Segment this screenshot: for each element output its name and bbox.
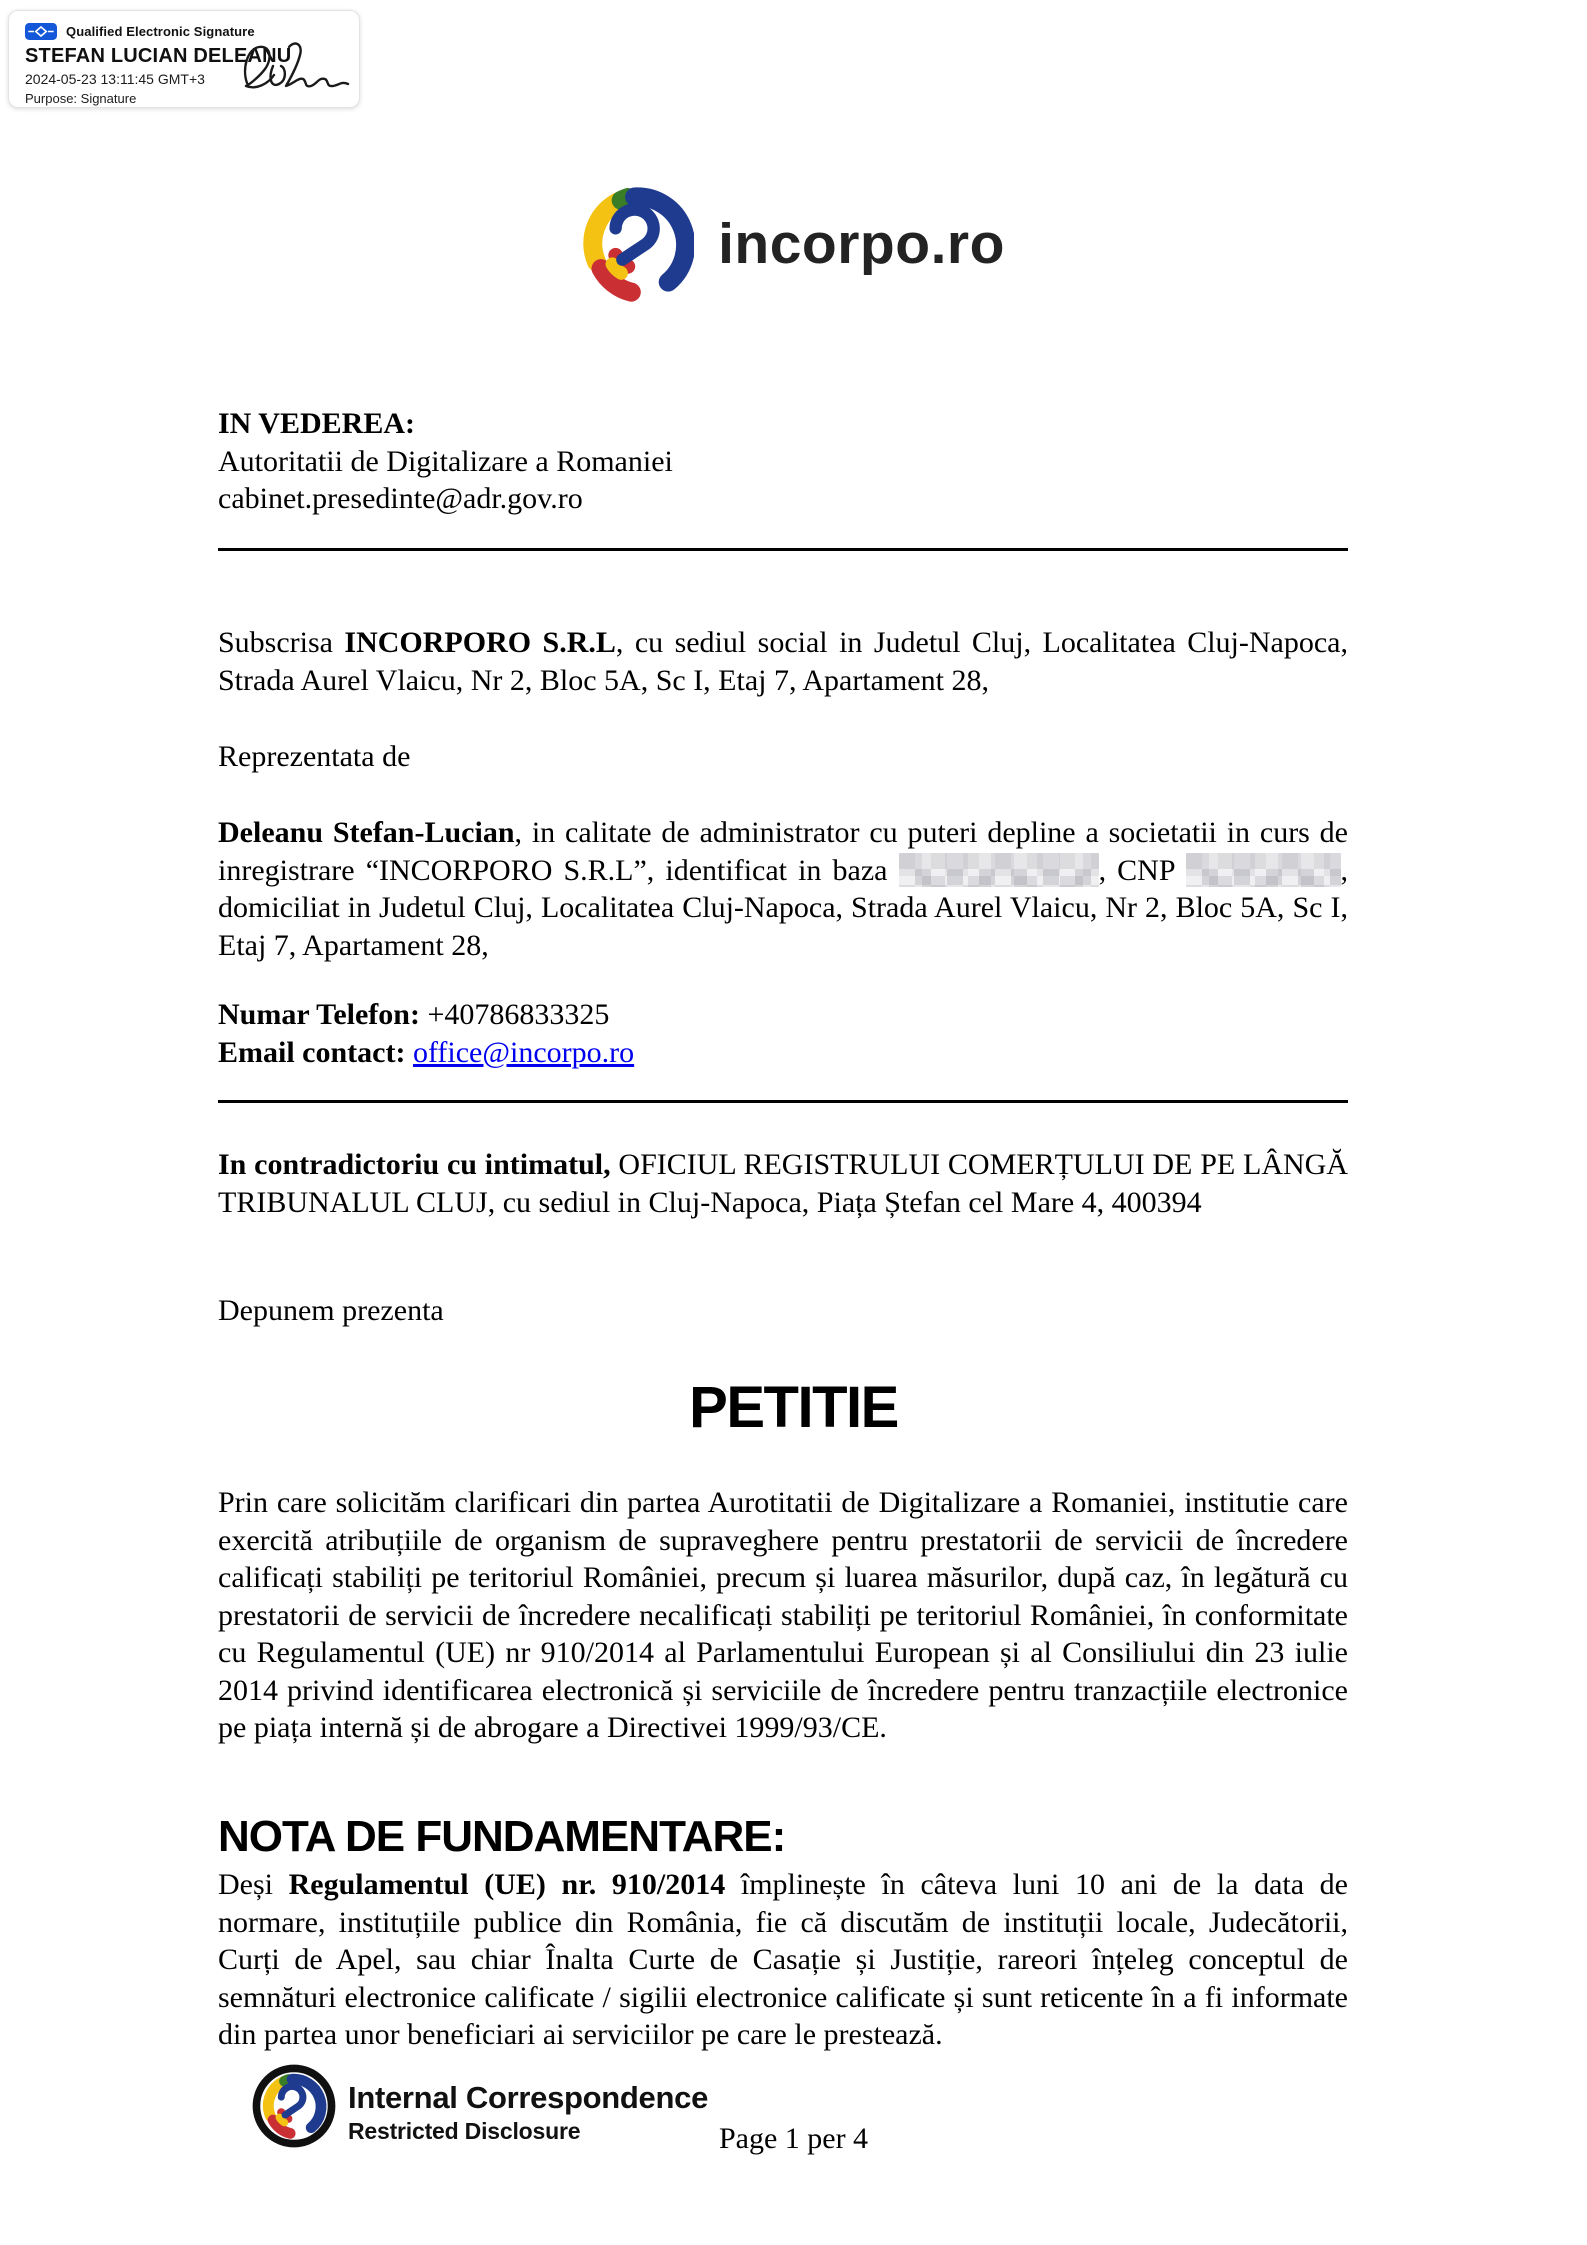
- represented-by-line: Reprezentata de: [218, 740, 411, 773]
- recipient-heading: IN VEDEREA:: [218, 407, 415, 440]
- company-logo: [0, 186, 1587, 302]
- divider-middle: [218, 1100, 1348, 1103]
- recipient-email: cabinet.presedinte@adr.gov.ro: [218, 482, 583, 515]
- phone-line: [218, 996, 1348, 1034]
- subscriber-pre: Subscrisa: [218, 626, 345, 659]
- signature-purpose: Purpose: Signature: [25, 91, 137, 106]
- nota-pre: Deși: [218, 1868, 289, 1901]
- signature-badge: [25, 23, 255, 40]
- phone-value: +40786833325: [419, 998, 610, 1031]
- page-number: Page 1 per 4: [718, 2122, 869, 2155]
- submit-line: Depunem prezenta: [218, 1294, 444, 1327]
- subscriber-paragraph: [218, 624, 1348, 699]
- recipient-block: [218, 405, 1348, 518]
- opponent-paragraph: [218, 1146, 1348, 1221]
- nota-paragraph: [218, 1866, 1348, 2054]
- subscriber-address: , cu sediul social in Judetul Cluj, Localitatea Cluj-Napoca, Strada Aurel Vlaicu, Nr 2, Bloc 5A, Sc I, Etaj 7, Apartament 28,: [218, 626, 1348, 697]
- redacted-cnp: [1186, 853, 1341, 887]
- nota-regulation: Regulamentul (UE) nr. 910/2014: [288, 1868, 726, 1901]
- email-line: [218, 1034, 1348, 1072]
- subscriber-company: INCORPORO S.R.L: [344, 626, 616, 659]
- incorpo-logo-mark: [582, 186, 694, 302]
- signature-timestamp: 2024-05-23 13:11:45 GMT+3: [25, 71, 205, 87]
- qualified-signature-stamp[interactable]: [8, 10, 360, 108]
- phone-label: Numar Telefon:: [218, 998, 420, 1031]
- contact-block: [218, 996, 1348, 1071]
- representative-part1: , in calitate de administrator cu puteri depline a societatii in curs de inregistrare “INCORPORO S.R.L”, identificat in baza: [218, 816, 1348, 887]
- nota-post: împlinește în câteva luni 10 ani de la data de normare, instituțiile publice din România, fie că discutăm de instituții locale, Judecătorii, Curți de Apel, sau chiar Înalta Curte de Casație și Justiție, rareori înțeleg conceptul de semnături electronice calificate / sigilii electronice calificate și sunt reticente în a fi informate din partea unor beneficiari ai serviciilor pe care le prestează.: [218, 1868, 1348, 2051]
- petition-body: Prin care solicităm clarificari din partea Aurotitatii de Digitalizare a Romaniei, institutie care exercită atribuțiile de organism de supraveghere pentru prestatorii de servicii de încredere calificați stabiliți pe teritoriul României, precum și luarea măsurilor, după caz, în legătură cu prestatorii de servicii de încredere necalificați stabiliți pe teritoriul României, în conformitate cu Regulamentul (UE) nr 910/2014 al Parlamentului European și al Consiliului din 23 iulie 2014 privind identificarea electronică și serviciile de încredere pentru tranzacțiile electronice pe piața internă și de abrogare a Directivei 1999/93/CE.: [218, 1486, 1348, 1744]
- representative-part2: , CNP: [1098, 853, 1186, 887]
- certificate-badge-icon: [25, 23, 57, 40]
- petition-title: PETITIE: [689, 1375, 898, 1440]
- representative-paragraph: [218, 814, 1348, 964]
- recipient-authority: Autoritatii de Digitalizare a Romaniei: [218, 444, 673, 478]
- representative-part3: , domiciliat in Judetul Cluj, Localitatea Cluj-Napoca, Strada Aurel Vlaicu, Nr 2, Bloc 5A, Sc I, Etaj 7, Apartament 28,: [218, 853, 1348, 962]
- footer-title: Internal Correspondence: [348, 2080, 709, 2115]
- opponent-details: OFICIUL REGISTRULUI COMERȚULUI DE PE LÂNGĂ TRIBUNALUL CLUJ, cu sediul in Cluj-Napoca, Piața Ștefan cel Mare 4, 400394: [218, 1148, 1348, 1219]
- footer-subtitle: Restricted Disclosure: [348, 2118, 581, 2144]
- signature-badge-label: Qualified Electronic Signature: [66, 24, 255, 39]
- email-link[interactable]: office@incorpo.ro: [412, 1035, 635, 1069]
- email-label: Email contact:: [218, 1035, 406, 1069]
- incorpo-logo-text: incorpo.ro: [718, 212, 1005, 276]
- opponent-lead: In contradictoriu cu intimatul,: [218, 1148, 611, 1181]
- redacted-id-number: [899, 853, 1099, 887]
- representative-name: Deleanu Stefan-Lucian: [218, 816, 515, 849]
- nota-heading: NOTA DE FUNDAMENTARE:: [218, 1812, 786, 1861]
- divider-top: [218, 548, 1348, 551]
- handwritten-signature: [237, 39, 355, 101]
- signer-name: STEFAN LUCIAN DELEANU: [25, 45, 292, 67]
